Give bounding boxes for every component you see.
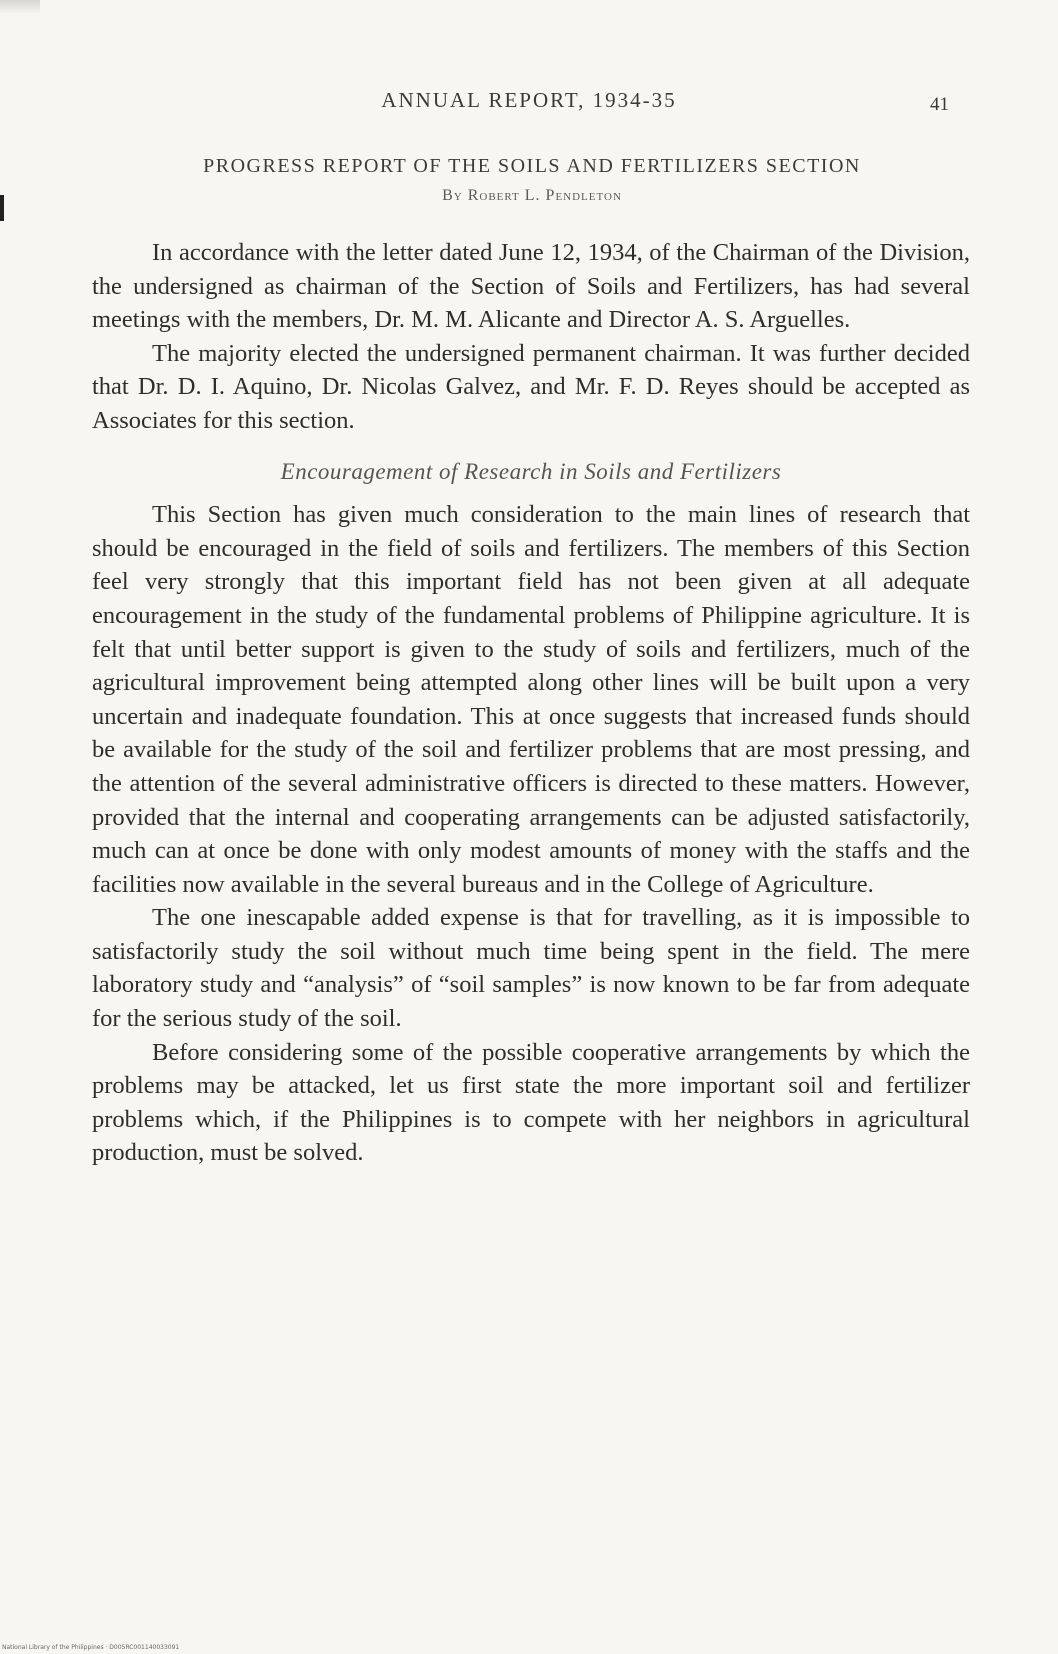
report-title: PROGRESS REPORT OF THE SOILS AND FERTILIZERS SECTION: [203, 155, 861, 177]
scan-edge-mark: [0, 195, 4, 221]
paragraph: The one inescapable added expense is that for travelling, as it is impossible to satisfactorily study the soil without much time being spent in the field. The mere laboratory study and “analysis” of “soil samples” is now known to be far from adequate for the serious study of the soil.: [92, 904, 970, 1033]
paragraph: In accordance with the letter dated June 12, 1934, of the Chairman of the Division, the undersigned as chairman of the Section of Soils and Fertilizers, has had several meetings with the members, Dr. M. M. Alicante and Director A. S. Arguelles.: [92, 239, 970, 334]
paragraph: This Section has given much consideration to the main lines of research that should be encouraged in the field of soils and fertilizers. The members of this Section feel very strongly that this important field has not been given at all adequate encouragement in the study of the fundamental problems of Philippine agriculture. It is felt that until better support is given to the study of soils and fertilizers, much of the agricultural improvement being attempted along other lines will be built upon a very uncertain and inadequate foundation. This at once suggests that increased funds should be available for the study of the soil and fertilizer problems that are most pressing, and the attention of the several administrative officers is directed to these matters. However, provided that the internal and cooperating arrangements can be adjusted satisfactorily, much can at once be done with only modest amounts of money with the staffs and the facilities now available in the several bureaus and in the College of Agriculture.: [92, 501, 970, 898]
running-head: ANNUAL REPORT, 1934-35: [381, 88, 677, 112]
paragraph: Before considering some of the possible cooperative arrangements by which the problems may be attacked, let us first state the more important soil and fertilizer problems which, if the Philippines is to compete with her neighbors in agricultural production, must be solved.: [92, 1038, 970, 1167]
source-footnote: National Library of the Philippines · D005RC001140033091: [2, 1644, 180, 1651]
page-number: 41: [930, 94, 949, 115]
body-text: [92, 236, 970, 1170]
byline: By Robert L. Pendleton: [442, 187, 622, 204]
section-heading: Encouragement of Research in Soils and Fertilizers: [280, 458, 782, 484]
scan-corner-shadow: [0, 0, 40, 14]
paragraph: The majority elected the undersigned permanent chairman. It was further decided that Dr. D. I. Aquino, Dr. Nicolas Galvez, and Mr. F. D. Reyes should be accepted as Associates for this section.: [92, 339, 970, 434]
